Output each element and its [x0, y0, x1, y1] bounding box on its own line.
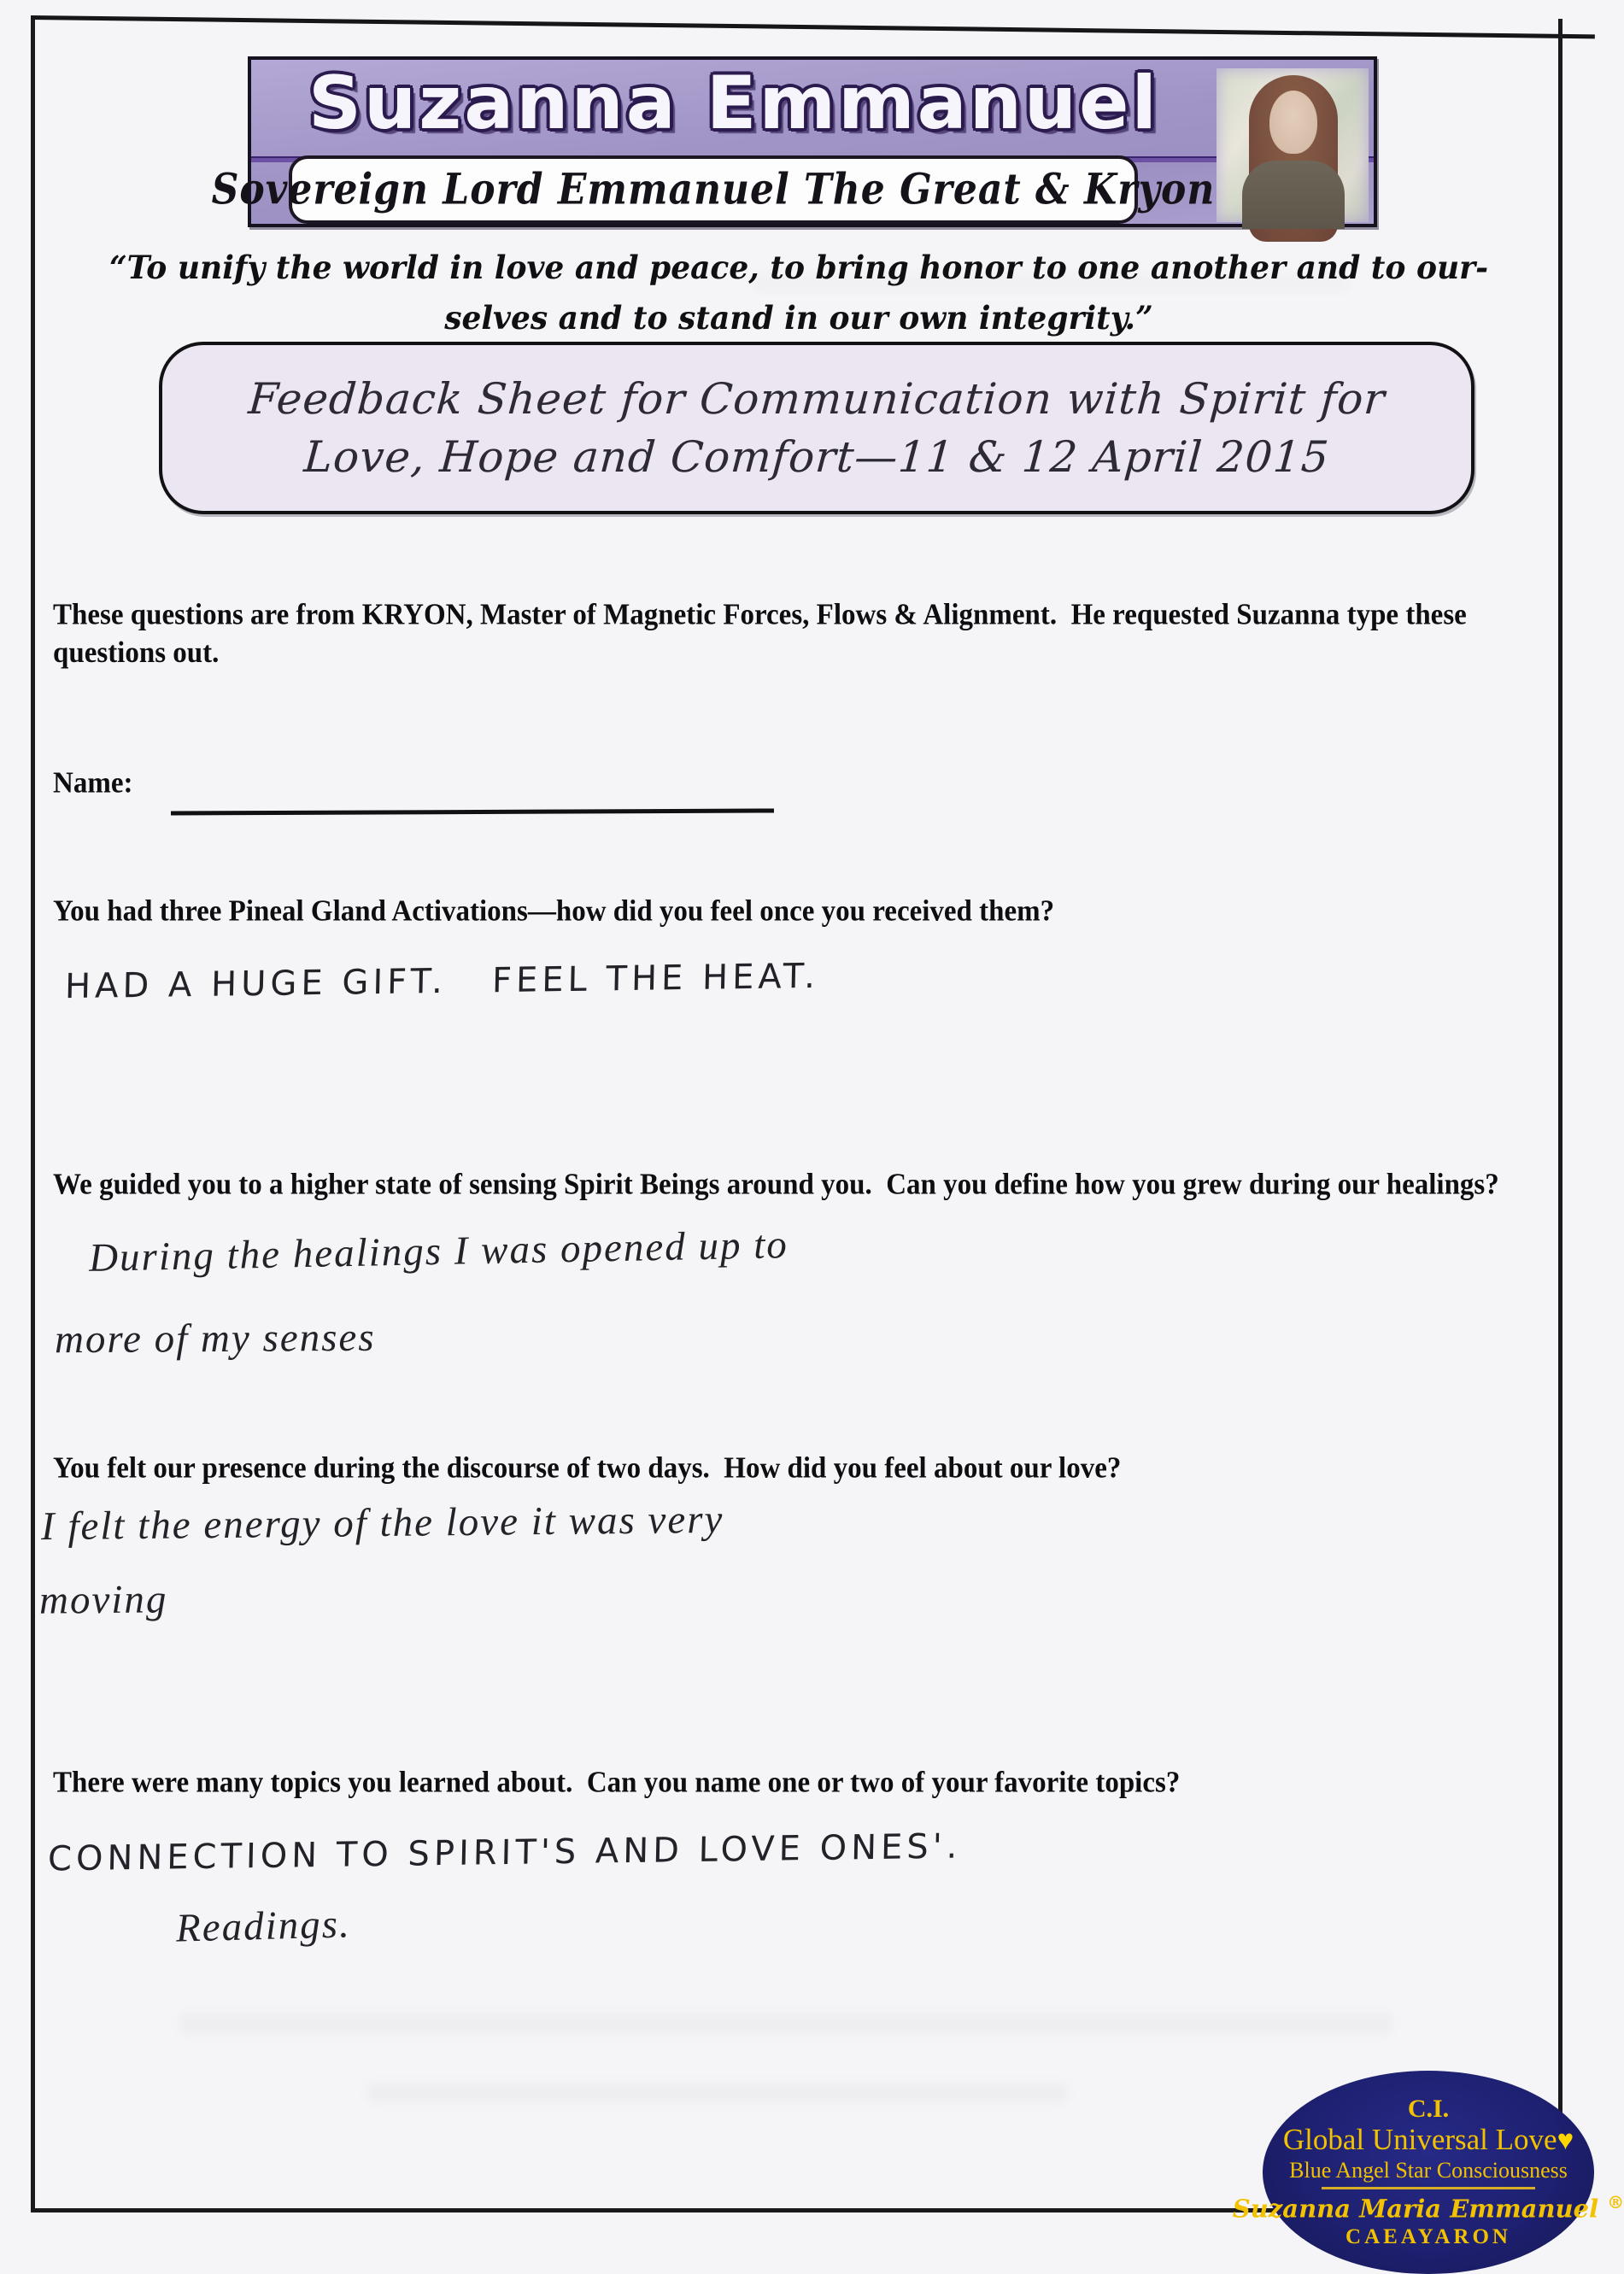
mission-quote: [51, 243, 1546, 343]
mission-quote-line2: selves and to stand in our own integrity.”: [444, 299, 1153, 337]
answer-4-handwriting-line2: Readings.: [175, 1902, 352, 1951]
banner-subtitle-box: [211, 155, 1216, 224]
heart-icon: ♥: [1557, 2125, 1574, 2157]
scan-smudge: [367, 2083, 1068, 2103]
question-4: There were many topics you learned about. Can you name one or two of your favorite topics?: [53, 1766, 1181, 1800]
answer-2-handwriting-line1: During the healings I was opened up to: [88, 1222, 789, 1281]
portrait-face: [1269, 91, 1317, 154]
answer-1-handwriting: HAD A HUGE GIFT. FEEL THE HEAT.: [64, 956, 820, 1007]
sheet-title-box: [159, 342, 1474, 514]
question-1: You had three Pineal Gland Activations—how did you feel once you received them?: [53, 894, 1055, 929]
scan-smudge: [179, 2013, 1392, 2035]
answer-2-handwriting-line2: more of my senses: [54, 1315, 376, 1363]
portrait-torso: [1242, 161, 1345, 229]
logo-global-universal-love: Global Universal Love♥: [1282, 2123, 1574, 2157]
answer-3-handwriting-line2: moving: [38, 1577, 168, 1623]
portrait-photo: [1217, 68, 1369, 222]
logo-blue-angel-star: Blue Angel Star Consciousness: [1289, 2158, 1568, 2183]
question-3: You felt our presence during the discourse of two days. How did you feel about our love?: [53, 1451, 1122, 1486]
sheet-title-line1: Feedback Sheet for Communication with Spirit for: [246, 374, 1387, 424]
header-banner: [211, 56, 1377, 227]
question-2: We guided you to a higher state of sensing Spirit Beings around you. Can you define how you grew during our healings?: [53, 1168, 1499, 1202]
banner-title: Suzanna Emmanuel: [308, 61, 1159, 146]
logo-divider-line: [1322, 2187, 1535, 2189]
sheet-title-line2: Love, Hope and Comfort—11 & 12 April 2015: [302, 432, 1332, 482]
banner-subtitle: Sovereign Lord Emmanuel The Great & Kryon: [211, 165, 1216, 214]
answer-4-handwriting-line1: CONNECTION TO SPIRIT'S AND LOVE ONES'.: [47, 1826, 962, 1879]
name-label: Name:: [53, 766, 133, 800]
logo-caeayaron: CAEAYARON: [1346, 2225, 1511, 2249]
organization-logo: [1232, 2071, 1624, 2274]
logo-ci-text: C.I.: [1407, 2095, 1450, 2124]
intro-paragraph: These questions are from KRYON, Master of Magnetic Forces, Flows & Alignment. He requested Suzanna type these questions out.: [53, 598, 1474, 670]
logo-suzanna-maria-emmanuel: Suzanna Maria Emmanuel ®: [1232, 2191, 1624, 2224]
registered-mark-icon: ®: [1607, 2191, 1624, 2212]
answer-3-handwriting-line1: I felt the energy of the love it was very: [40, 1497, 724, 1550]
mission-quote-line1: “To unify the world in love and peace, to bring honor to one another and to our-: [108, 249, 1489, 287]
